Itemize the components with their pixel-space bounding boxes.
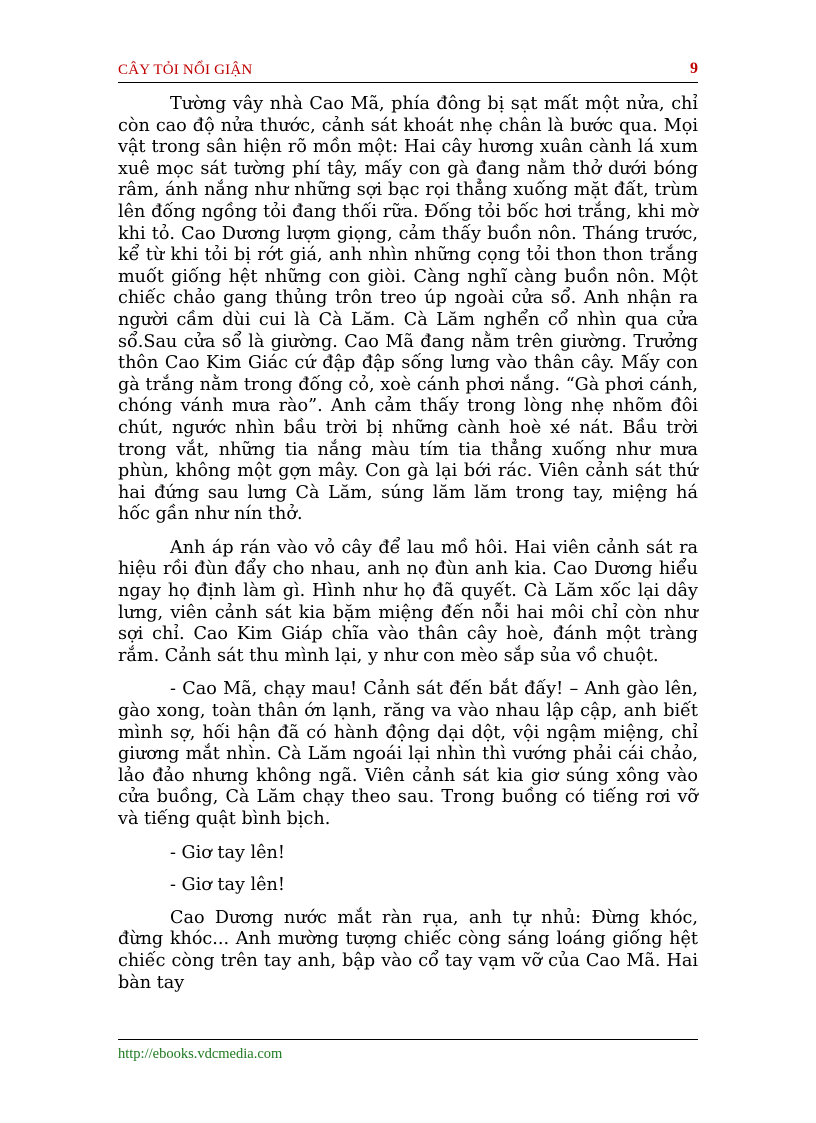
footer-link[interactable]: http://ebooks.vdcmedia.com	[118, 1046, 283, 1062]
body-text	[118, 94, 698, 1006]
paragraph: Tường vây nhà Cao Mã, phía đông bị sạt mất một nửa, chỉ còn cao độ nửa thước, cảnh sát khoát nhẹ chân là bước qua. Mọi vật trong sân hiện rõ mồn một: Hai cây hương xuân cành lá xum xuê mọc sát tường phí tây, mấy con gà đang nằm thở dưới bóng râm, ánh nắng như những sợi bạc rọi thẳng xuống mặt đất, trùm lên đống ngồng tỏi đang thối rữa. Đống tỏi bốc hơi trắng, khi mờ khi tỏ. Cao Dương lượm giọng, cảm thấy buồn nôn. Tháng trước, kể từ khi tỏi bị rớt giá, anh nhìn những cọng tỏi thon thon trắng muốt giống hệt những con giòi. Càng nghĩ càng buồn nôn. Một chiếc chảo gang thủng trôn treo úp ngoài cửa sổ. Anh nhận ra người cầm dùi cui là Cà Lăm. Cà Lăm nghển cổ nhìn qua cửa sổ.Sau cửa sổ là giường. Cao Mã đang nằm trên giường. Trưởng thôn Cao Kim Giác cứ đập đập sống lưng vào thân cây. Mấy con gà trắng nằm trong đống cỏ, xoè cánh phơi nắng. “Gà phơi cánh, chóng vánh mưa rào”. Anh cảm thấy trong lòng nhẹ nhõm đôi chút, ngước nhìn bầu trời bị những cành hoè xé nát. Bầu trời trong vắt, những tia nắng màu tím tia thẳng xuống như mưa phùn, không một gợn mây. Con gà lại bới rác. Viên cảnh sát thứ hai đứng sau lưng Cà Lăm, súng lăm lăm trong tay, miệng há hốc gần như nín thở.	[118, 94, 698, 525]
paragraph: Anh áp rán vào vỏ cây để lau mồ hôi. Hai viên cảnh sát ra hiệu rồi đùn đẩy cho nhau, anh nọ đùn anh kia. Cao Dương hiểu ngay họ định làm gì. Hình như họ đã quyết. Cà Lăm xốc lại dây lưng, viên cảnh sát kia bặm miệng đến nỗi hai môi chỉ còn như sợi chỉ. Cao Kim Giáp chĩa vào thân cây hoè, đánh một tràng rắm. Cảnh sát thu mình lại, y như con mèo sắp sủa vồ chuột.	[118, 537, 698, 666]
dialog-line: - Giơ tay lên!	[170, 875, 285, 896]
page-header	[118, 58, 698, 83]
page-footer	[118, 1039, 698, 1062]
page-number: 9	[690, 60, 698, 77]
paragraph: Cao Dương nước mắt ràn rụa, anh tự nhủ: Đừng khóc, đừng khóc... Anh mường tượng chiếc còng sáng loáng giống hệt chiếc còng trên tay anh, bập vào cổ tay vạm vỡ của Cao Mã. Hai bàn tay	[118, 907, 698, 993]
running-title: CÂY TỎI NỔI GIẬN	[118, 62, 253, 78]
dialog-line: - Giơ tay lên!	[170, 842, 285, 863]
paragraph: - Cao Mã, chạy mau! Cảnh sát đến bắt đấy! – Anh gào lên, gào xong, toàn thân ớn lạnh, răng va vào nhau lập cập, anh biết mình sợ, hối hận đã có hành động dại dột, vội ngậm miệng, chỉ giương mắt nhìn. Cà Lăm ngoái lại nhìn thì vướng phải cái chảo, lảo đảo nhưng không ngã. Viên cảnh sát kia giơ súng xông vào cửa buồng, Cà Lăm chạy theo sau. Trong buồng có tiếng rơi vỡ và tiếng quật bình bịch.	[118, 679, 698, 829]
